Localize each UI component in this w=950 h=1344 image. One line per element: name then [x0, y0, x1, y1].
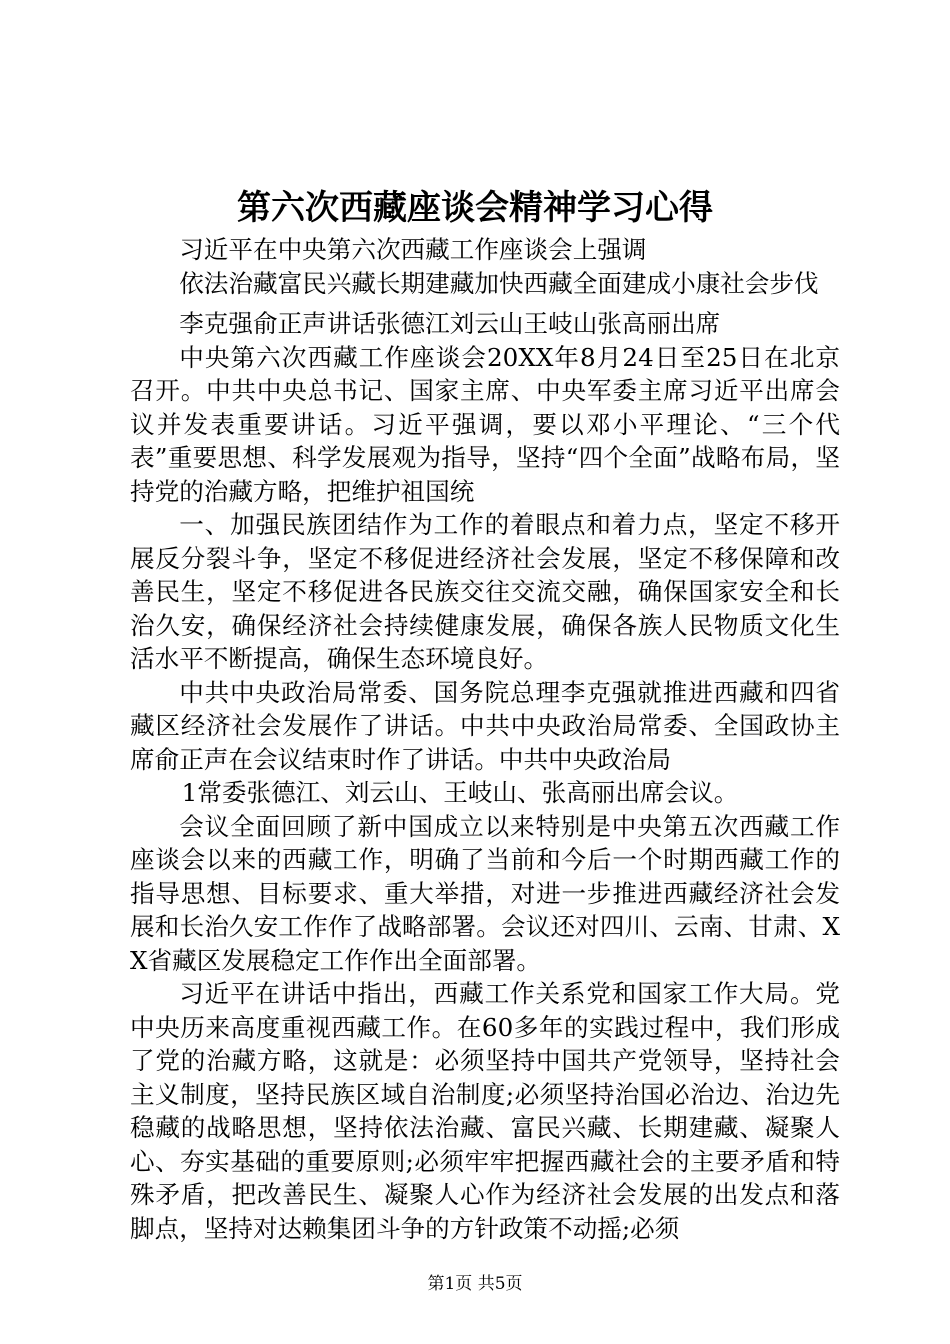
paragraph: 中共中央政治局常委、国务院总理李克强就推进西藏和四省藏区经济社会发展作了讲话。中共中央政治局常委、全国政协主席俞正声在会议结束时作了讲话。中共中央政治局	[130, 677, 840, 774]
paragraph-heading-2: 依法治藏富民兴藏长期建藏加快西藏全面建成小康社会步伐	[179, 268, 819, 298]
paragraph-heading-3: 李克强俞正声讲话张德江刘云山王岐山张高丽出席	[179, 309, 721, 338]
paragraph-heading-1: 习近平在中央第六次西藏工作座谈会上强调	[179, 235, 647, 264]
paragraph: 一、加强民族团结作为工作的着眼点和着力点，坚定不移开展反分裂斗争，坚定不移促进经济社会发展，坚定不移保障和改善民生，坚定不移促进各民族交往交流交融，确保国家安全和长治久安，确保经济社会持续健康发展，确保各族人民物质文化生活水平不断提高，确保生态环境良好。	[130, 510, 840, 673]
page-footer: 第1页 共5页	[427, 1274, 523, 1294]
paragraph: 习近平在讲话中指出，西藏工作关系党和国家工作大局。党中央历来高度重视西藏工作。在60多年的实践过程中，我们形成了党的治藏方略，这就是：必须坚持中国共产党领导，坚持社会主义制度，坚持民族区域自治制度;必须坚持治国必治边、治边先稳藏的战略思想，坚持依法治藏、富民兴藏、长期建藏、凝聚人心、夯实基础的重要原则;必须牢牢把握西藏社会的主要矛盾和特殊矛盾，把改善民生、凝聚人心作为经济社会发展的出发点和落脚点，坚持对达赖集团斗争的方针政策不动摇;必须	[130, 979, 840, 1243]
document-body	[130, 233, 840, 1245]
document-title: 第六次西藏座谈会精神学习心得	[237, 188, 713, 228]
paragraph: 会议全面回顾了新中国成立以来特别是中央第五次西藏工作座谈会以来的西藏工作，明确了当前和今后一个时期西藏工作的指导思想、目标要求、重大举措，对进一步推进西藏经济社会发展和长治久安工作作了战略部署。会议还对四川、云南、甘肃、XX省藏区发展稳定工作作出全面部署。	[130, 811, 840, 975]
paragraph: 中央第六次西藏工作座谈会20XX年8月24日至25日在北京召开。中共中央总书记、国家主席、中央军委主席习近平出席会议并发表重要讲话。习近平强调，要以邓小平理论、“三个代表”重要思想、科学发展观为指导，坚持“四个全面”战略布局，坚持党的治藏方略，把维护祖国统	[130, 342, 840, 506]
paragraph: 1常委张德江、刘云山、王岐山、张高丽出席会议。	[181, 778, 739, 807]
